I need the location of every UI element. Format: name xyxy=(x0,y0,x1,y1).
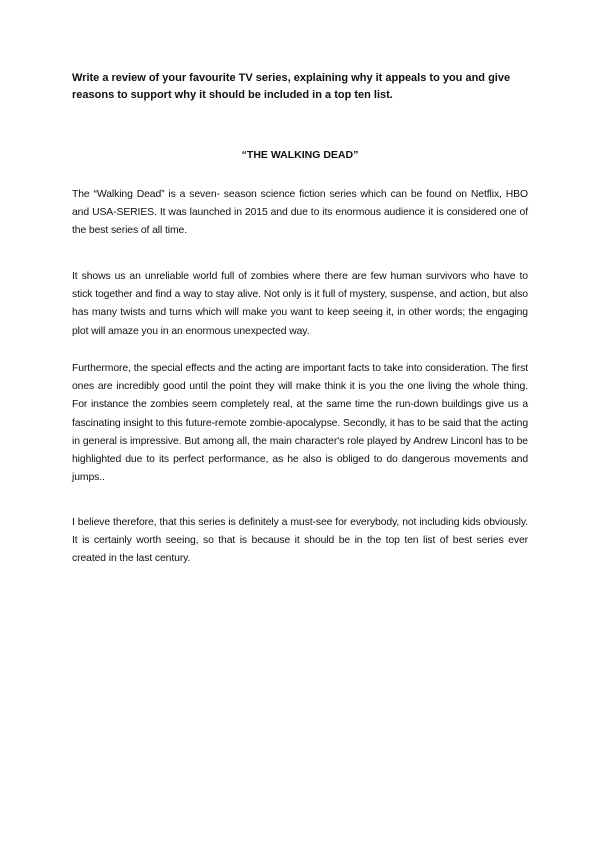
paragraph-introduction: The “Walking Dead” is a seven- season science fiction series which can be found on Netflix, HBO and USA-SERIES. It was launched in 2015 and due to its enormous audience it is considered one of the best series of all time. xyxy=(72,189,528,237)
assignment-prompt: Write a review of your favourite TV series, explaining why it appeals to you and give reasons to support why it should be included in a top ten list. xyxy=(72,72,511,101)
paragraph-effects-acting: Furthermore, the special effects and the acting are important facts to take into consideration. The first ones are incredibly good until the point they will make think it is you the one living the whole thing. For instance the zombies seem completely real, at the same time the run-down buildings give us a fascinating insight to this future-remote zombie-apocalypse. Secondly, it has to be said that the acting in general is impressive. But among all, the main character's role played by Andrew Linconl has to be highlighted due to its perfect performance, as he also is obliged to do dangerous movements and jumps.. xyxy=(72,363,528,484)
paragraph-conclusion: I believe therefore, that this series is definitely a must-see for everybody, not including kids obviously. It is certainly worth seeing, so that is because it should be in the top ten list of best series ever created in the last century. xyxy=(72,517,528,565)
paragraph-plot: It shows us an unreliable world full of zombies where there are few human survivors who have to stick together and find a way to stay alive. Not only is it full of mystery, suspense, and action, but also has many twists and turns which will make you want to keep seeing it, in other words; the engaging plot will amaze you in an enormous unexpected way. xyxy=(72,271,528,337)
review-title: “THE WALKING DEAD” xyxy=(241,149,359,161)
